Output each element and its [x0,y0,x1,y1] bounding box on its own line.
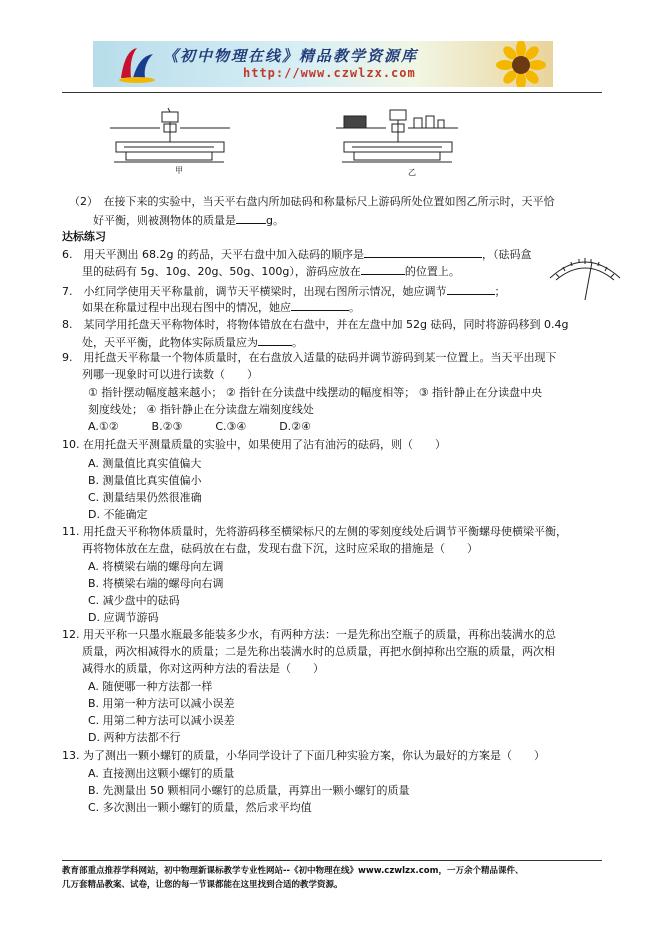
footer-line2: 几万套精品教案、试卷，让您的每一节课都能在这里找到合适的教学资源。 [62,880,343,890]
q13-option-c: C. 多次测出一颗小螺钉的质量，然后求平均值 [88,801,312,814]
q13-stem: 13. 为了测出一颗小螺钉的质量，小华同学设计了下面几种实验方案，你认为最好的方案是（ ） [62,749,545,762]
pointer-scale-figure [546,252,624,302]
q10-stem: 10. 在用托盘天平测量质量的实验中，如果使用了沾有油污的砝码，则（ ） [62,438,446,451]
header-banner [93,41,553,87]
q10-option-d: D. 不能确定 [88,508,148,521]
banner-title: 《初中物理在线》精品教学资源库 [163,47,419,65]
q13-option-a: A. 直接测出这颗小螺钉的质量 [88,767,235,780]
q2-line2: 好平衡，则被测物体的质量是 g。 [93,214,284,227]
q12-stem-line2: 质量，两次相减得水的质量；二是先称出装满水时的总质量，再把水倒掉称出空瓶的质量，两次相 [82,645,555,658]
q9-line1: 9. 用托盘天平称量一个物体质量时，在右盘放入适量的砝码并调节游码到某一位置上。当天平出现下 [62,351,557,364]
figure-label-jia: 甲 [175,166,183,175]
q2-answer-blank [236,212,266,224]
q10-option-b: B. 测量值比真实值偏小 [88,474,202,487]
q11-option-b: B. 将横梁右端的螺母向右调 [88,577,224,590]
q10-option-a: A. 测量值比真实值偏大 [88,457,202,470]
figure-label-yi: 乙 [408,168,416,177]
q11-option-a: A. 将横梁右端的螺母向左调 [88,560,224,573]
q10-option-c: C. 测量结果仍然很准确 [88,491,202,504]
q12-option-d: D. 两种方法都不行 [88,731,181,744]
q13-option-b: B. 先测量出 50 颗相同小螺钉的总质量，再算出一颗小螺钉的质量 [88,784,410,797]
q11-option-d: D. 应调节游码 [88,611,159,624]
q11-option-c: C. 减少盘中的砝码 [88,594,180,607]
q2-line1: （2） 在接下来的实验中，当天平右盘内所加砝码和称量标尺上游码所处位置如图乙所示时，天平恰 [69,195,555,208]
q12-stem-line1: 12. 用天平称一只墨水瓶最多能装多少水，有两种方法：一是先称出空瓶子的质量，再称出装满水的总 [62,628,556,641]
q12-stem-line3: 减得水的质量，你对这两种方法的看法是（ ） [82,662,324,675]
q6-line1: 6. 用天平测出 68.2g 的药品，天平右盘中加入砝码的顺序是 ，（砝码盒 [62,248,532,261]
site-logo-icon [115,44,159,84]
sunflower-icon [491,41,551,87]
q7-line1: 7. 小红同学使用天平称量前，调节天平横梁时，出现右图所示情况，她应调节 ； [62,285,506,298]
q8-line2: 处，天平平衡，此物体实际质量应为 。 [82,336,303,349]
banner-url: http://www.czwlzx.com [243,66,416,80]
q7-line2: 如果在称量过程中出现右图中的情况，她应 。 [82,301,360,314]
q9-options: A.①② B.②③ C.③④ D.②④ [88,420,311,433]
q11-stem-line1: 11. 用托盘天平称物体质量时，先将游码移至横梁标尺的左侧的零刻度线处后调节平衡螺母使横梁平衡， [62,525,567,538]
q9-line2: 列哪一现象时可以进行读数（ ） [82,368,258,381]
footer-rule [62,860,602,861]
header-rule [62,92,602,93]
section-title: 达标练习 [62,230,106,243]
balance-figure-yi [330,104,464,170]
q12-option-b: B. 用第一种方法可以减小误差 [88,697,235,710]
footer-line1: 教育部重点推荐学科网站，初中物理新课标教学专业性网站--《初中物理在线》www.czwlzx.com，一万余个精品课件、 [62,866,524,876]
balance-figure-jia [104,106,234,170]
q11-stem-line2: 再将物体放在左盘，砝码放在右盘，发现右盘下沉，这时应采取的措施是（ ） [82,542,478,555]
q9-line3: ① 指针摆动幅度越来越小； ② 指针在分读盘中线摆动的幅度相等； ③ 指针静止在分读盘中央 [88,386,543,399]
q12-option-c: C. 用第二种方法可以减小误差 [88,714,235,727]
q8-line1: 8. 某同学用托盘天平称物体时，将物体错放在右盘中，并在左盘中加 52g 砝码，同时将游码移到 0.4g [62,318,569,331]
q9-line4: 刻度线处； ④ 指针静止在分读盘左端刻度线处 [88,403,314,416]
q6-line2: 里的砝码有 5g、10g、20g、50g、100g），游码应放在 的位置上。 [82,265,460,278]
q12-option-a: A. 随便哪一种方法都一样 [88,680,213,693]
